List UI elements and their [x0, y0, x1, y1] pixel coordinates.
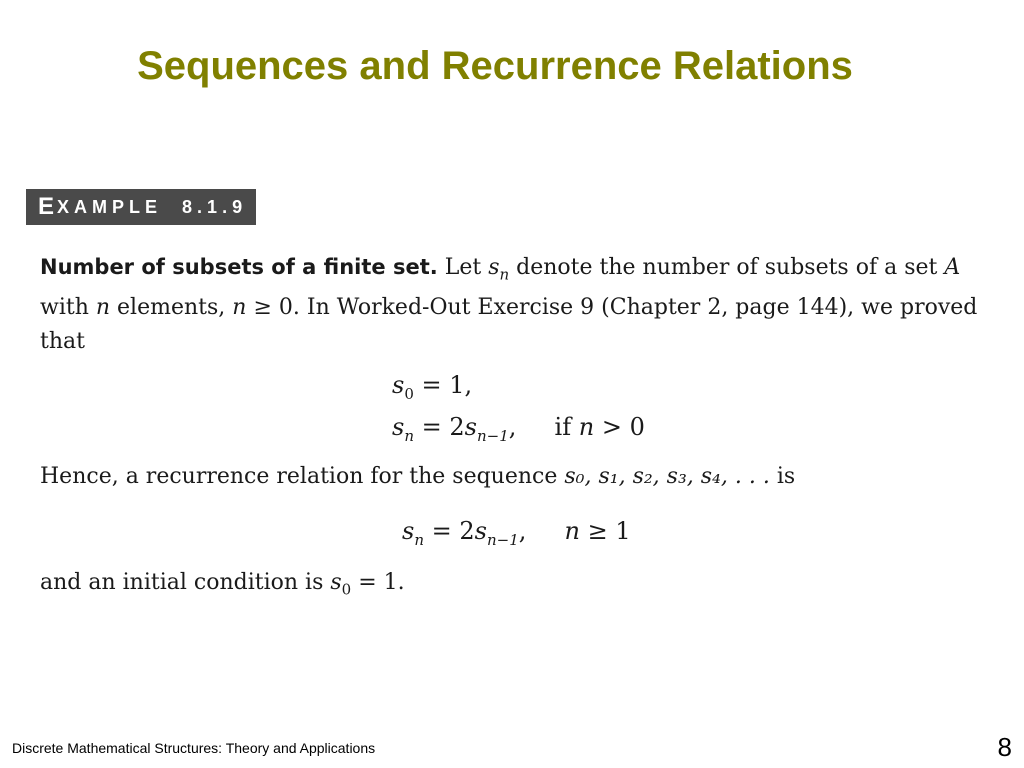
eq3-cond-rest: ≥ 1	[580, 517, 631, 545]
text-elements: elements,	[110, 295, 233, 321]
paragraph-intro	[40, 250, 990, 359]
eq3-tail: ,	[518, 517, 527, 545]
eq2-cond-if: if	[554, 413, 579, 441]
text-denote: denote the number of subsets of a set	[509, 255, 945, 280]
equation-initial	[392, 368, 472, 411]
eq1-rest: = 1,	[413, 371, 473, 399]
footer-text: Discrete Mathematical Structures: Theory and Applications	[12, 740, 376, 756]
p3-sub: 0	[341, 580, 352, 599]
eq2-mid: = 2	[414, 413, 465, 441]
paragraph-initial-condition	[40, 566, 990, 606]
slide-title: Sequences and Recurrence Relations	[137, 44, 853, 88]
eq2-cond-rest: > 0	[594, 413, 645, 441]
var-A: A	[944, 255, 961, 280]
eq3-cond-n: n	[564, 517, 581, 545]
example-banner	[26, 189, 256, 225]
text-with: with	[40, 295, 96, 321]
equation-relation	[402, 514, 631, 557]
text-proved: ≥ 0. In Worked-Out Exercise 9 (Chapter 2, page 144), we proved that	[40, 295, 978, 355]
eq3-mid: = 2	[424, 517, 475, 545]
eq1-s: s	[392, 371, 405, 399]
eq3-s: s	[402, 517, 415, 545]
var-n-2: n	[232, 295, 247, 321]
text-hence: Hence, a recurrence relation for the sequence	[40, 464, 565, 489]
var-s: s	[488, 255, 500, 280]
eq2-sub: n	[404, 426, 414, 445]
page-number: 8	[997, 732, 1012, 762]
eq2-s: s	[392, 413, 405, 441]
example-number: 8.1.9	[182, 196, 248, 217]
text-is: is	[769, 464, 796, 489]
example-lead-title: Number of subsets of a finite set.	[40, 255, 438, 279]
p3-s: s	[330, 570, 342, 595]
example-word-first: E	[38, 193, 58, 220]
eq3-sub2: n−1	[486, 530, 519, 549]
eq2-s2: s	[464, 413, 477, 441]
example-word-rest: XAMPLE	[57, 196, 163, 217]
sub-n: n	[499, 265, 510, 284]
eq2-sub2: n−1	[476, 426, 509, 445]
var-n: n	[95, 295, 111, 321]
equation-recurrence	[392, 410, 645, 453]
eq1-sub: 0	[404, 384, 414, 403]
eq3-s2: s	[474, 517, 487, 545]
paragraph-hence	[40, 460, 990, 494]
sequence-terms: s₀, s₁, s₂, s₃, s₄, . . .	[564, 464, 770, 489]
eq2-cond-n: n	[578, 413, 595, 441]
p3-rest: = 1.	[351, 570, 405, 595]
text-let: Let	[444, 255, 489, 280]
eq3-sub: n	[414, 530, 424, 549]
eq2-tail: ,	[508, 413, 517, 441]
text-initial-condition: and an initial condition is	[40, 570, 331, 595]
